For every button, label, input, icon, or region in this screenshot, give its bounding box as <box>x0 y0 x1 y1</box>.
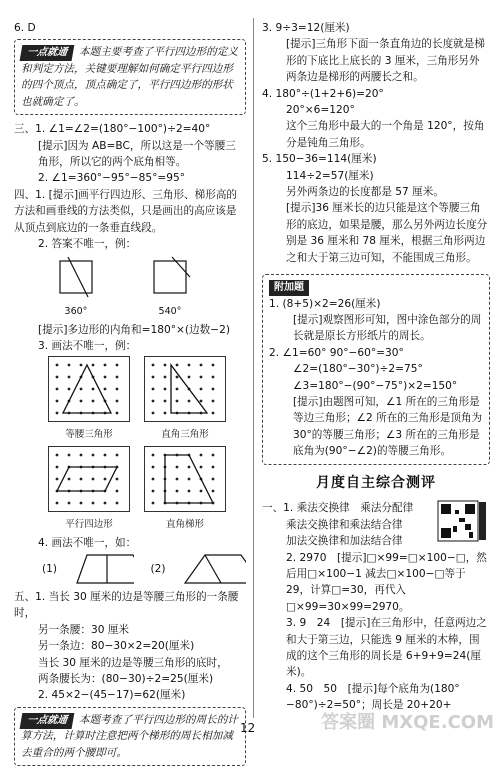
test-answers <box>262 500 490 713</box>
answer-line: 这个三角形中最大的一个角是 120°，按角分是钝角三角形。 <box>286 120 485 149</box>
right-triangle-grid <box>144 356 226 422</box>
answer-line: 114÷2=57(厘米) <box>286 169 374 182</box>
figure-caption: 直角三角形 <box>161 428 209 440</box>
hint-line: [提示]由题图可知，∠1 所在的三角形是等边三角形；∠2 所在的三角形是顶角为 30°的等腰三角形；∠3 所在的三角形是底角为(90°−∠2)的等腰三角形。 <box>293 396 483 458</box>
answer-line: 2. ∠1=360°−95°−85°=95° <box>38 172 186 185</box>
answer-line: 3. 9 24 [提示]在三角形中，任意两边之和大于第三边，只能选 9 厘米的木棒，围成的这个三角形的周长是 6+9+9=24(厘米)。 <box>286 617 487 679</box>
answer-line: 两条腰长为：(80−30)÷2=25(厘米) <box>38 673 214 685</box>
answer-line: 乘法交换律和乘法结合律 <box>286 518 403 531</box>
hint-line: [提示]三角形下面一条直角边的长度就是梯形的下底比上底长的 3 厘米，三角形另外两条边是梯形的两腰长之和。 <box>286 38 485 84</box>
trapezoid-triangle-figure <box>181 551 246 587</box>
bonus-tag: 附加题 <box>269 280 309 296</box>
trapezoid-figures <box>42 551 246 587</box>
answer-line: 加法交换律和加法结合律 <box>286 535 403 548</box>
hint-line: [提示]观察图形可知，图中涂色部分的周长就是原长方形纸片的周长。 <box>293 314 482 343</box>
answer-line: 另一条腰：30 厘米 <box>38 623 130 636</box>
column-divider <box>253 18 254 718</box>
qr-code-icon <box>437 500 487 542</box>
tip-tag: 一点就通 <box>20 45 75 61</box>
tip-text: 本题主要考查了平行四边形的定义和判定方法，关键要理解如何确定平行四边形的四个顶点，顶点确定了，平行四边形的形状也就确定了。 <box>21 46 238 108</box>
isosceles-triangle-grid <box>48 356 130 422</box>
answer-line: 20°×6=120° <box>286 104 355 117</box>
answer-line: 一、1. 乘法交换律 乘法分配律 <box>262 502 414 515</box>
answer-line: 2. 答案不唯一，例： <box>38 237 137 250</box>
figure-360 <box>54 255 98 319</box>
figure-caption: 360° <box>64 305 88 317</box>
answer-line: 2. 2970 [提示]□×99=□×100−□，然后用□×100−1 减去□×100−□等于 29，计算□=30，再代入□×99=30×99=2970。 <box>286 551 487 613</box>
answer-line: 6. D <box>14 22 36 34</box>
figure-caption: 540° <box>158 305 182 317</box>
parallelogram-grid <box>48 446 130 512</box>
right-column <box>262 20 490 714</box>
tip-box <box>14 707 246 766</box>
hint-line: [提示]36 厘米长的边只能是这个等腰三角形的底边，如果是腰，那么另外两边长度分别是 36 厘米和 78 厘米，根据三角形两边之和大于第三边可知，不能围成三角形。 <box>286 202 488 264</box>
tip-text: 本题考查了平行四边形的周长的计算方法，计算时注意把两个梯形的周长相加减去重合的两个腰即可。 <box>21 713 238 759</box>
answer-line: 5. 150−36=114(厘米) <box>262 153 377 166</box>
watermark: 答案圈 MXQE.COM <box>321 712 494 734</box>
figure-caption: 直角梯形 <box>165 518 204 530</box>
square-corner-cut-figure <box>148 255 192 299</box>
answer-line: 五、1. 当长 30 厘米的边是等腰三角形的一条腰时， <box>14 590 239 620</box>
polygon-figures <box>54 255 246 319</box>
figure-caption: 等腰三角形 <box>65 428 113 440</box>
answer-line: ∠2=(180°−30°)÷2=75° <box>293 363 423 376</box>
figure-540 <box>148 255 192 319</box>
page-number: 12 <box>240 721 256 735</box>
hint-line: [提示]多边形的内角和=180°×(边数−2) <box>38 323 230 336</box>
right-trapezoid-grid <box>144 446 226 512</box>
answer-line: 2. 45×2−(45−17)=62(厘米) <box>38 689 186 702</box>
figure-label: (1) <box>42 562 58 575</box>
bonus-box <box>262 274 490 465</box>
answer-line: 四、1. [提示]画平行四边形、三角形、梯形高的方法和画垂线的方法类似，只是画出的高应该是从顶点到底边的一条垂直线段。 <box>14 188 238 234</box>
answer-line: 另外两条边的长度都是 57 厘米。 <box>286 186 444 199</box>
answer-line: ∠3=180°−(90°−75°)×2=150° <box>293 379 458 392</box>
square-diagonal-figure <box>54 255 98 299</box>
answer-line: 另一条边：80−30×2=20(厘米) <box>38 640 195 653</box>
answer-line: 4. 50 50 [提示]每个底角为(180°−80°)÷2=50°；周长是 20+20+ <box>286 682 460 712</box>
answer-line: 1. (8+5)×2=26(厘米) <box>269 297 381 310</box>
answer-line: 当长 30 厘米的边是等腰三角形的底时， <box>38 656 228 669</box>
hint-line: [提示]因为 AB=BC，所以这是一个等腰三角形，所以它的两个底角相等。 <box>38 139 236 168</box>
trapezoid-split-figure <box>73 551 134 587</box>
answer-line: 4. 画法不唯一，如： <box>38 536 137 549</box>
answer-line: 3. 画法不唯一，例： <box>38 339 137 352</box>
answer-line: 三、1. ∠1=∠2=(180°−100°)÷2=40° <box>14 123 211 136</box>
section-title: 月度自主综合测评 <box>316 474 436 491</box>
figure-caption: 平行四边形 <box>65 518 113 530</box>
answer-line: 4. 180°÷(1+2+6)=20° <box>262 87 384 100</box>
answer-line: 3. 9÷3=12(厘米) <box>262 22 350 34</box>
left-column <box>14 20 246 772</box>
answer-line: 2. ∠1=60° 90°−60°=30° <box>269 346 404 359</box>
tip-tag: 一点就通 <box>20 713 75 729</box>
dot-grid-figures <box>48 356 246 532</box>
figure-label: (2) <box>150 562 166 575</box>
tip-box <box>14 39 246 115</box>
